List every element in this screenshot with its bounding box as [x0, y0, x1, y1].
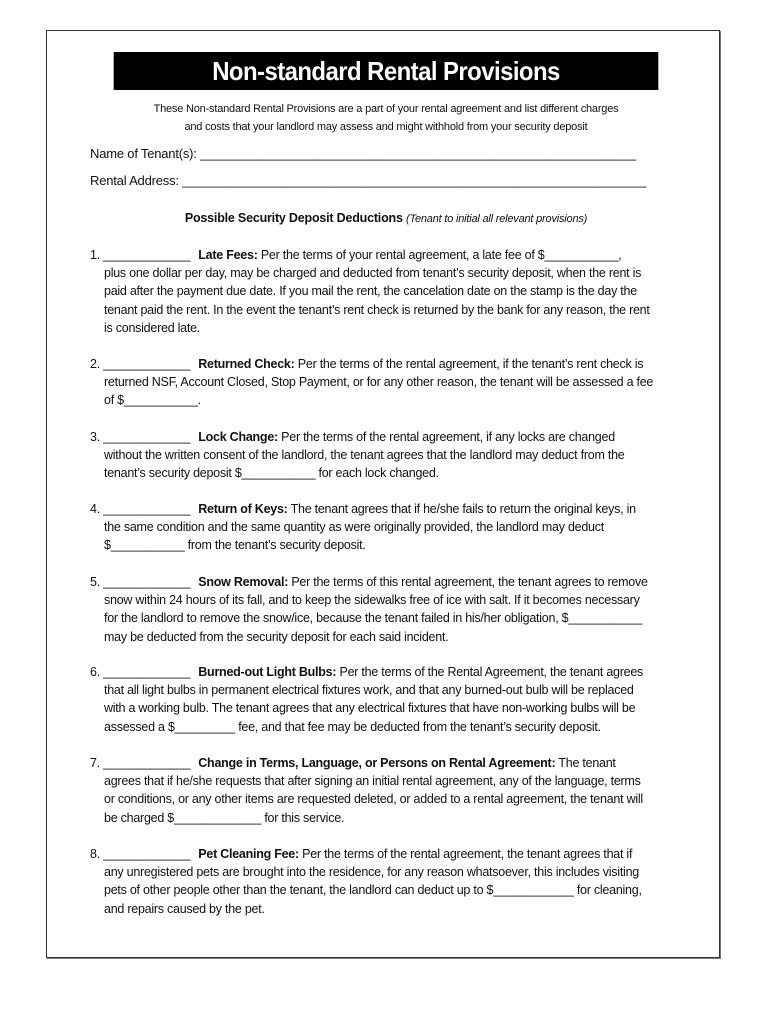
provision-return-of-keys [90, 500, 682, 555]
provision-line: $___________ from the tenant’s security deposit. [104, 538, 366, 553]
provision-name: Late Fees: [198, 248, 258, 262]
tenant-name-field[interactable]: Name of Tenant(s): ______________________________________________________________ [90, 146, 636, 161]
provision-initials-blank[interactable]: 4. _____________ [90, 502, 191, 516]
provision-line: paid after the payment due date. If you mail the rent, the cancelation date on the stamp is the day the [104, 284, 637, 299]
provision-line: may be deducted from the security deposit for each said incident. [104, 629, 449, 644]
page-title: Non-standard Rental Provisions [114, 52, 659, 90]
provision-line: pets of other people other than the tenant, the landlord can deduct up to $____________ for cleaning, [104, 883, 642, 898]
provision-initials-blank[interactable]: 1. _____________ [90, 248, 191, 262]
provision-line: the same condition and the same quantity as were originally provided, the landlord may deduct [104, 520, 604, 535]
provision-line: is considered late. [104, 320, 201, 335]
provision-line: with a working bulb. The tenant agrees that any electrical fixtures that have non-working bulbs will be [104, 701, 636, 716]
intro-line-1: These Non-standard Rental Provisions are a part of your rental agreement and list different charges [153, 103, 619, 115]
provision-text: Per the terms of the rental agreement, the tenant agrees that if [298, 847, 633, 861]
provision-initials-blank[interactable]: 6. _____________ [90, 665, 191, 679]
provision-line: without the written consent of the landlord, the tenant agrees that the landlord may deduct from the [104, 448, 625, 463]
section-heading-note: (Tenant to initial all relevant provisions) [405, 213, 588, 225]
provision-burned-out-bulbs [90, 663, 682, 736]
provision-line: agrees that if he/she requests that after signing an initial rental agreement, any of the language, terms [104, 774, 641, 789]
intro-line-2: and costs that your landlord may assess and might withhold from your security deposit [184, 121, 588, 133]
provision-line: tenant paid the rent. In the event the tenant’s rent check is returned by the bank for any reason, the rent [104, 302, 650, 317]
provision-text: The tenant [555, 756, 616, 770]
provision-name: Snow Removal: [198, 575, 289, 589]
provision-pet-cleaning-fee [90, 845, 682, 918]
section-heading-title: Possible Security Deposit Deductions [184, 211, 403, 225]
provision-lock-change [90, 428, 682, 483]
provision-returned-check [90, 355, 682, 410]
provision-initials-blank[interactable]: 3. _____________ [90, 430, 191, 444]
intro-text [90, 100, 682, 136]
provision-initials-blank[interactable]: 2. _____________ [90, 357, 191, 371]
provision-text: Per the terms of the Rental Agreement, the tenant agrees [336, 665, 644, 679]
provision-name: Return of Keys: [198, 502, 288, 516]
provision-line: for the landlord to remove the snow/ice, because the tenant failed in his/her obligation, $___________ [104, 611, 643, 626]
provision-line: or conditions, or any other items are requested deleted, or added to a rental agreement, the tenant will [104, 792, 643, 807]
provision-late-fees [90, 246, 682, 337]
provision-snow-removal [90, 573, 682, 646]
provision-name: Lock Change: [198, 430, 278, 444]
provision-initials-blank[interactable]: 5. _____________ [90, 575, 191, 589]
provision-line: snow within 24 hours of its fall, and to keep the sidewalks free of ice with salt. If it becomes necessary [104, 593, 640, 608]
section-heading [90, 211, 682, 225]
provision-line: that all light bulbs in permanent electrical fixtures work, and that any burned-out bulb will be replaced [104, 683, 634, 698]
provision-name: Burned-out Light Bulbs: [198, 665, 337, 679]
rental-address-field[interactable]: Rental Address: __________________________________________________________________ [90, 173, 647, 188]
provision-name: Pet Cleaning Fee: [198, 847, 299, 861]
provision-name: Returned Check: [198, 357, 295, 371]
provision-text: Per the terms of the rental agreement, if any locks are changed [277, 430, 615, 444]
provision-line: any unregistered pets are brought into the residence, for any reason whatsoever, this includes visiting [104, 865, 639, 880]
provision-text: Per the terms of the rental agreement, if the tenant’s rent check is [294, 357, 644, 371]
provision-line: be charged $_____________ for this service. [104, 810, 345, 825]
provision-text: Per the terms of your rental agreement, a late fee of $___________, [257, 248, 622, 262]
provision-line: tenant’s security deposit $___________ for each lock changed. [104, 466, 439, 481]
provision-line: and repairs caused by the pet. [104, 901, 265, 916]
provision-line: plus one dollar per day, may be charged and deducted from tenant’s security deposit, when the rent is [104, 266, 642, 281]
provision-initials-blank[interactable]: 8. _____________ [90, 847, 191, 861]
provision-text: Per the terms of this rental agreement, the tenant agrees to remove [288, 575, 648, 589]
provision-line: returned NSF, Account Closed, Stop Payment, or for any other reason, the tenant will be assessed a fee [104, 375, 654, 390]
provision-line: assessed a $_________ fee, and that fee may be deducted from the tenant’s security deposit. [104, 719, 601, 734]
provision-text: The tenant agrees that if he/she fails to return the original keys, in [287, 502, 636, 516]
provision-name: Change in Terms, Language, or Persons on Rental Agreement: [198, 756, 556, 770]
provision-change-in-terms [90, 754, 682, 827]
provision-initials-blank[interactable]: 7. _____________ [90, 756, 191, 770]
provision-line: of $___________. [104, 393, 201, 408]
